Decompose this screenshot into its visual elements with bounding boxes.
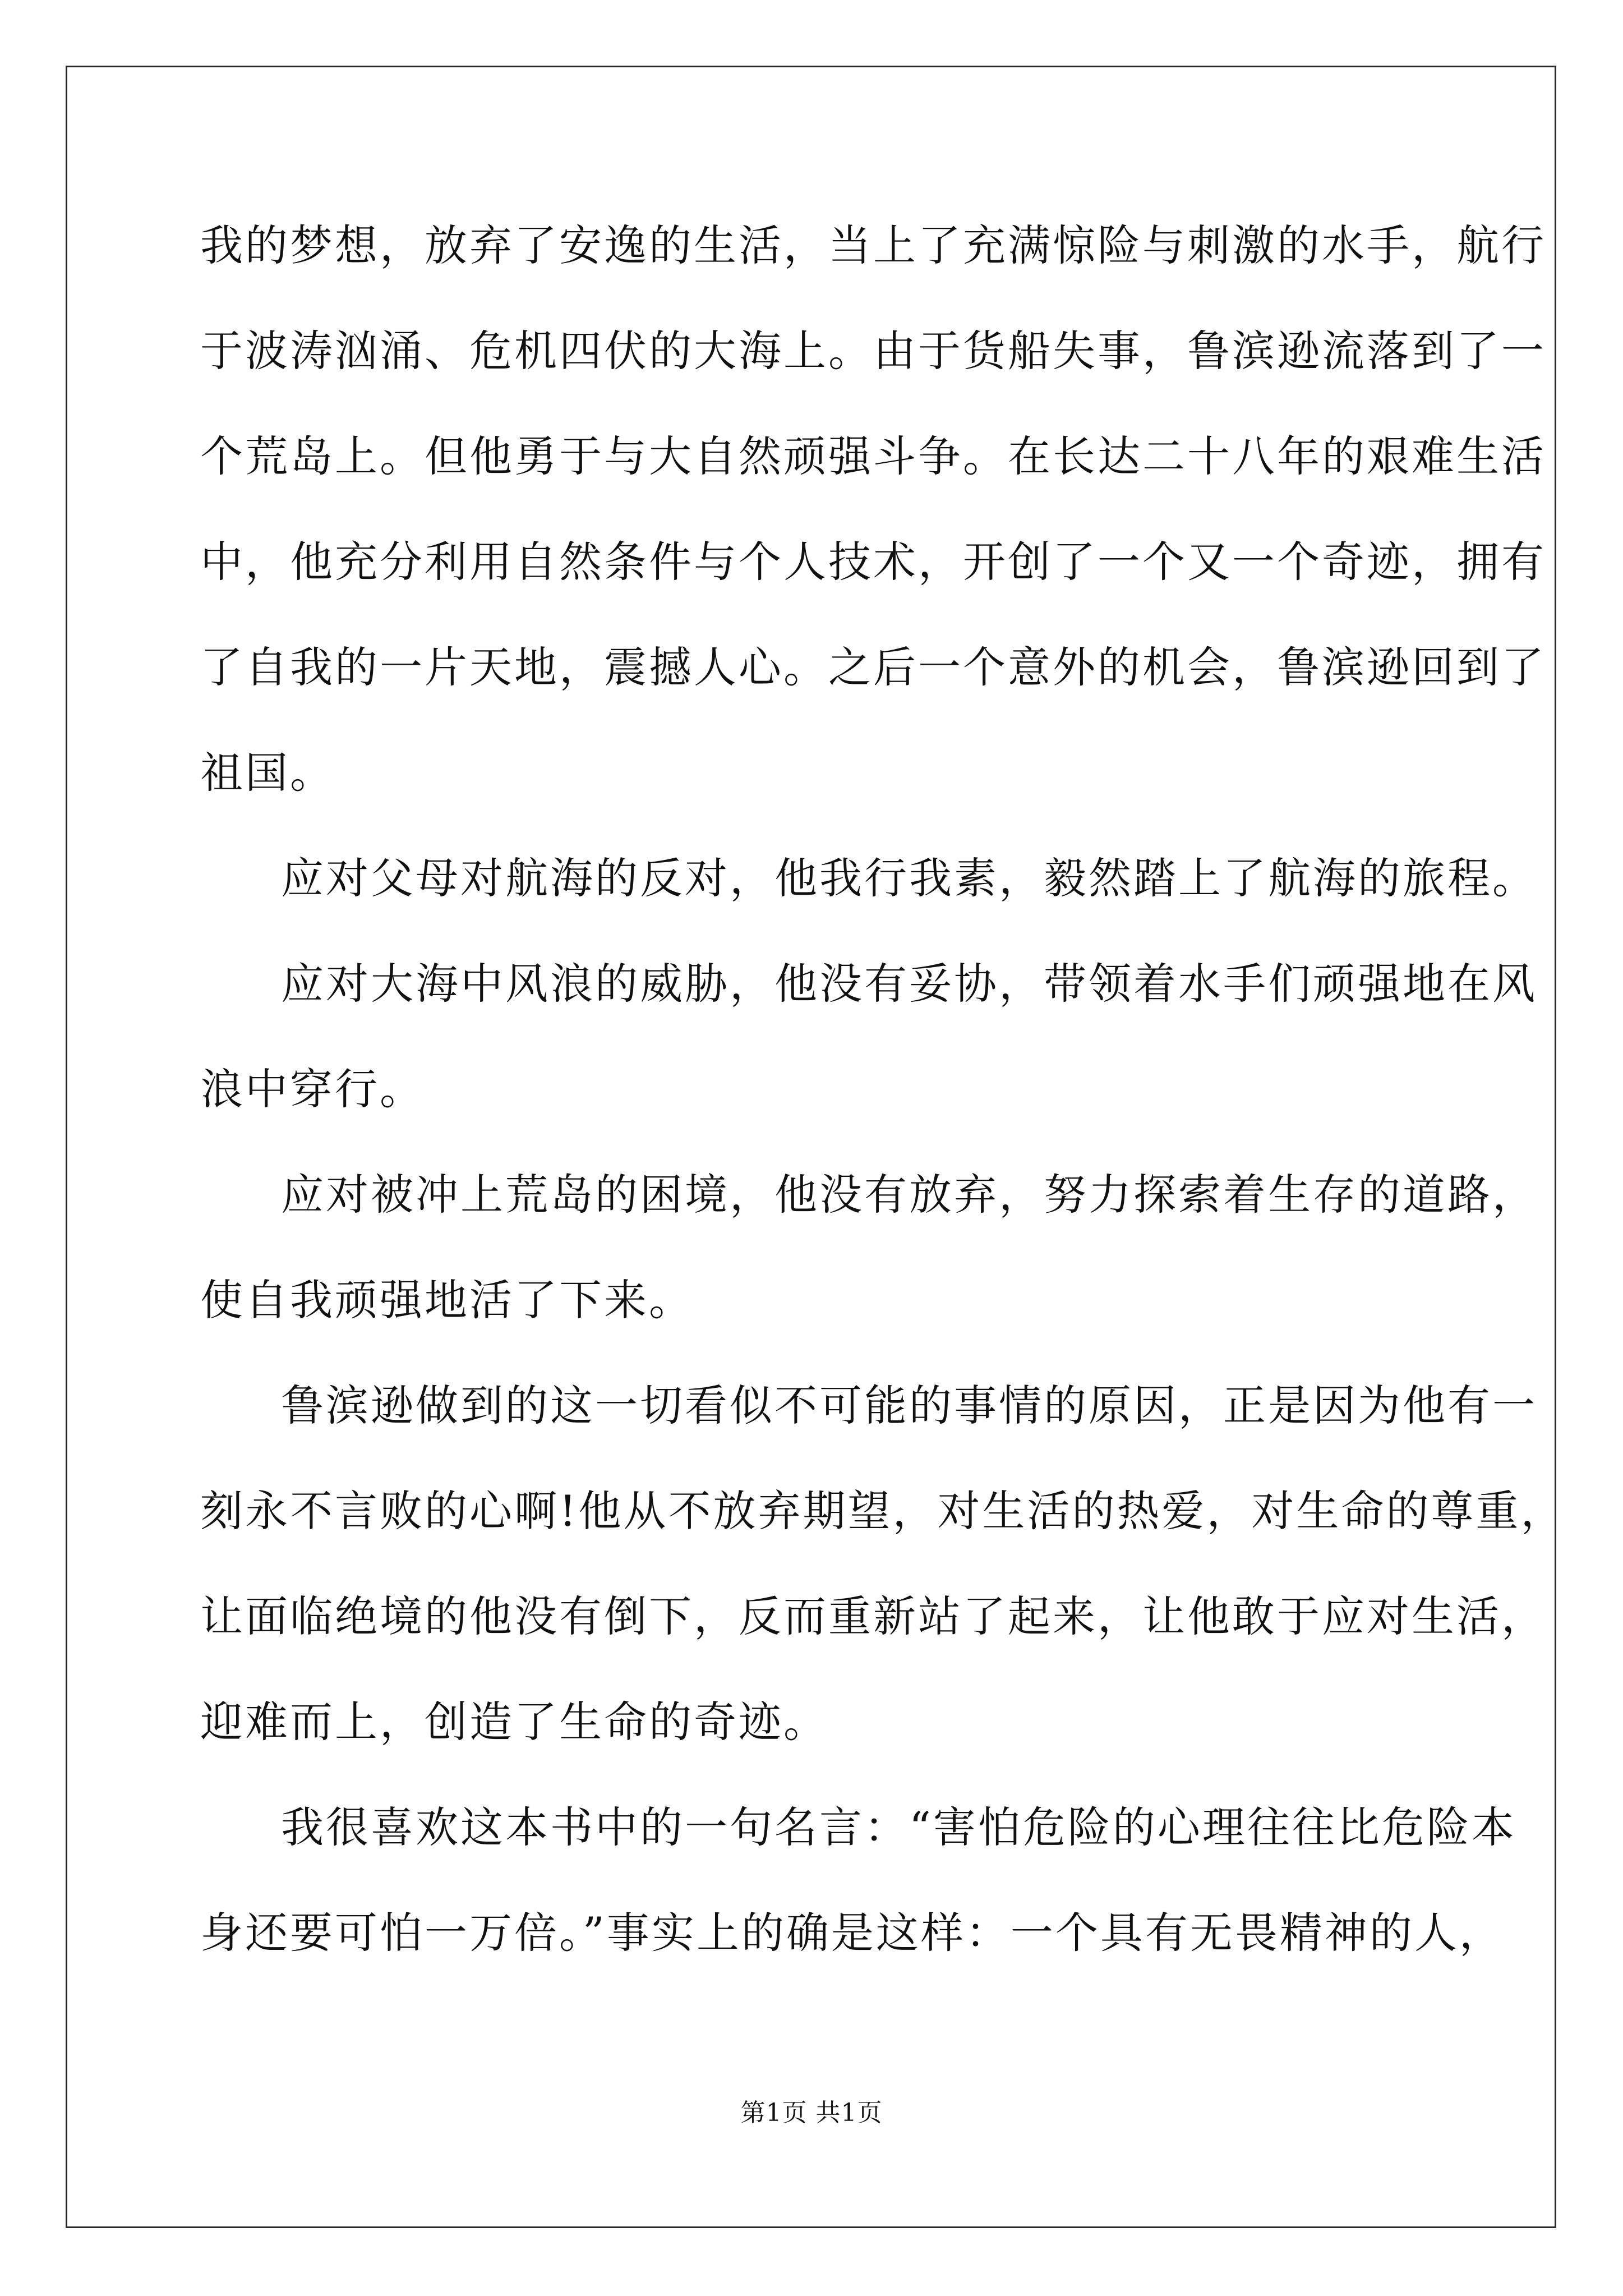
- text-line: 了自我的一片天地，震撼人心。之后一个意外的机会，鲁滨逊回到了: [200, 642, 1546, 692]
- text-line: 我的梦想，放弃了安逸的生活，当上了充满惊险与刺激的水手，航行: [200, 220, 1546, 270]
- paragraph-first-line: 应对父母对航海的反对，他我行我素，毅然踏上了航海的旅程。: [281, 853, 1537, 903]
- text-line: 刻永不言败的心啊!他从不放弃期望，对生活的热爱，对生命的尊重，: [200, 1486, 1566, 1536]
- text-line: 于波涛汹涌、危机四伏的大海上。由于货船失事，鲁滨逊流落到了一: [200, 326, 1546, 376]
- paragraph-first-line: 应对大海中风浪的威胁，他没有妥协，带领着水手们顽强地在风: [281, 959, 1537, 1009]
- text-line: 中，他充分利用自然条件与个人技术，开创了一个又一个奇迹，拥有: [200, 537, 1546, 587]
- text-line: 身还要可怕一万倍。”事实上的确是这样：一个具有无畏精神的人，: [200, 1908, 1504, 1958]
- text-line: 让面临绝境的他没有倒下，反而重新站了起来，让他敢于应对生活，: [200, 1591, 1546, 1641]
- text-line: 浪中穿行。: [200, 1064, 425, 1114]
- paragraph-first-line: 我很喜欢这本书中的一句名言：“害怕危险的心理往往比危险本: [281, 1802, 1516, 1852]
- text-line: 使自我顽强地活了下来。: [200, 1275, 694, 1325]
- text-line: 祖国。: [200, 748, 335, 798]
- paragraph-first-line: 应对被冲上荒岛的困境，他没有放弃，努力探索着生存的道路，: [281, 1170, 1537, 1220]
- paragraph-first-line: 鲁滨逊做到的这一切看似不可能的事情的原因，正是因为他有一: [281, 1381, 1537, 1430]
- text-line: 迎难而上，创造了生命的奇迹。: [200, 1697, 828, 1747]
- page-number-footer: 第1页 共1页: [740, 2099, 883, 2127]
- document-body: [200, 219, 1566, 1960]
- text-line: 个荒岛上。但他勇于与大自然顽强斗争。在长达二十八年的艰难生活: [200, 431, 1546, 481]
